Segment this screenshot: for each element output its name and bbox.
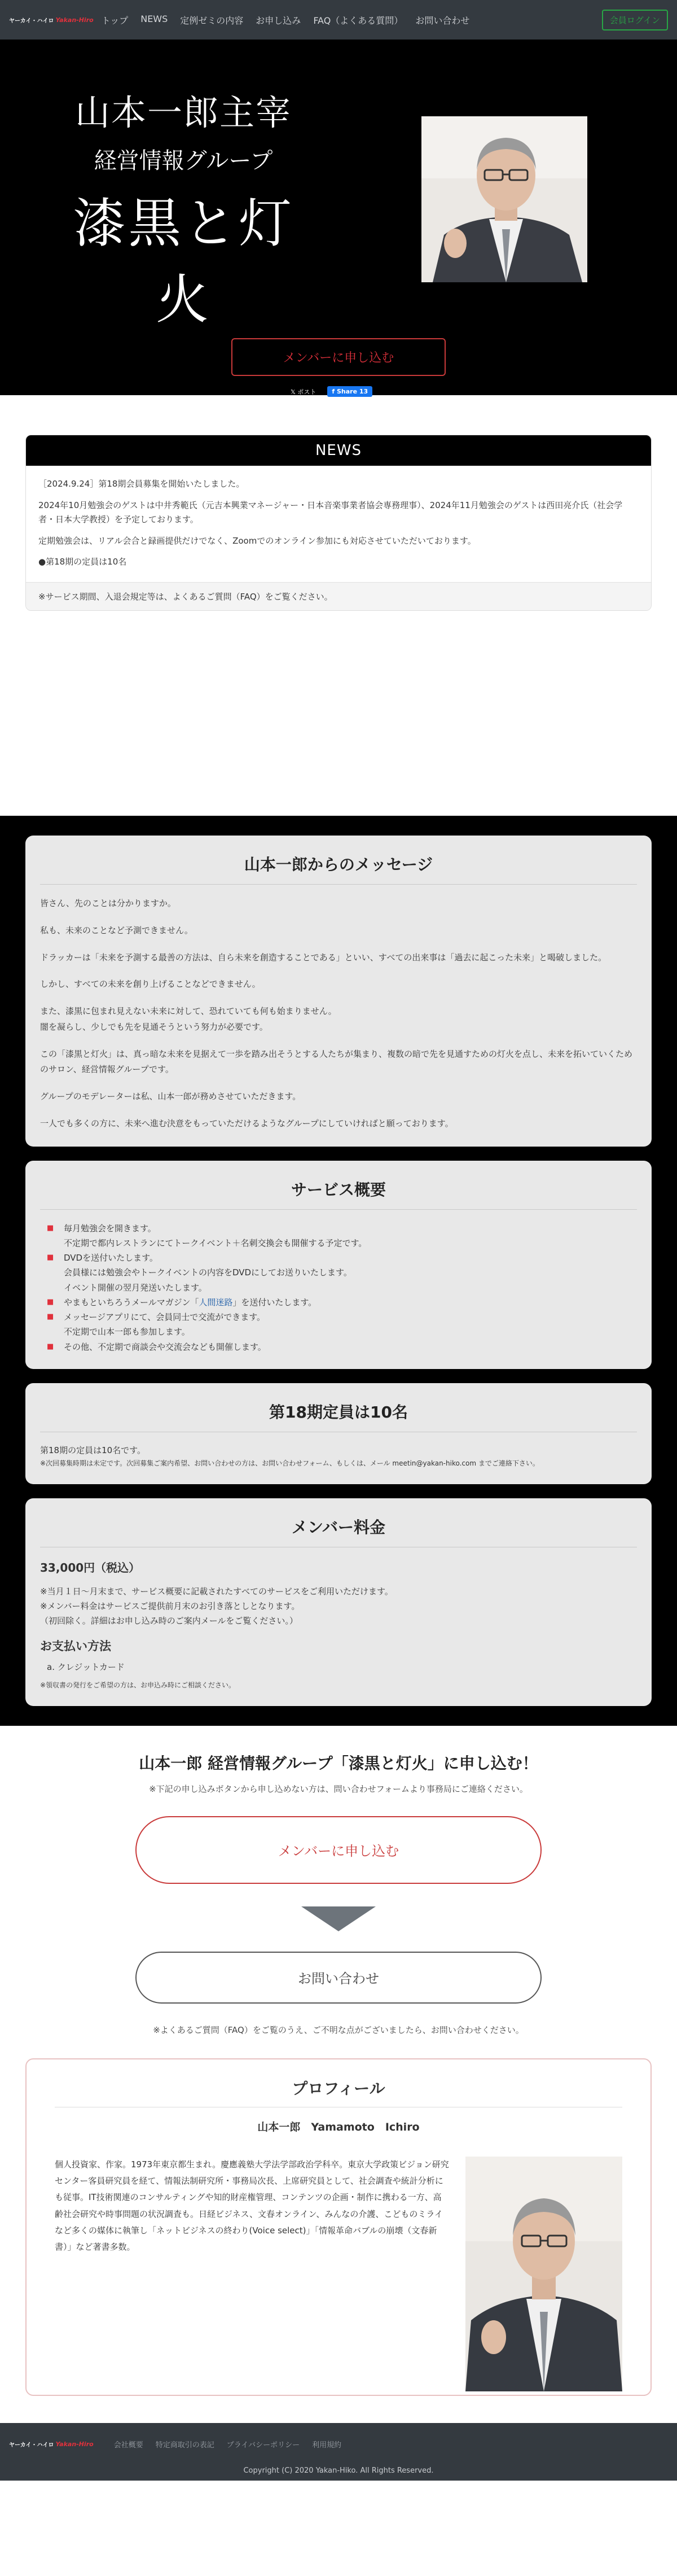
nav-links: [102, 14, 470, 27]
hero-organizer: 山本一郎主宰: [74, 92, 292, 133]
profile-title: プロフィール: [55, 2076, 622, 2107]
capacity-card: [25, 1383, 652, 1484]
hero-section: [0, 40, 677, 395]
footer-link-legal[interactable]: 特定商取引の表記: [155, 2441, 214, 2450]
hero-group-name: 漆黒と灯火: [72, 193, 294, 331]
fee-title: メンバー料金: [40, 1515, 637, 1547]
nav-link-top[interactable]: トップ: [101, 15, 129, 26]
payment-title: お支払い方法: [40, 1639, 111, 1654]
news-item: ●第18期の定員は10名: [38, 557, 127, 567]
service-line: イベント開催の翌月発送いたします。: [64, 1282, 207, 1293]
profile-bio: 個人投資家、作家。1973年東京都生まれ。慶應義塾大学法学部政治学科卒。東京大学政策ビジョン研究センター客員研究員を経て、情報法制研究所・事務局次長、上席研究員として、社会調査や統計分析にも従事。IT技術関連のコンサルティングや知的財産権管理、コンテンツの企画・制作に携わる一方、高齢社会研究や時事問題の状況調査も。日経ビジネス、文春オンライン、みんなの介護、こどものミライなど多くの媒体に執筆し「ネットビジネスの終わり(Voice select)」「情報革命バブルの崩壊（文春新書）」など著書多数。: [55, 2159, 449, 2253]
capacity-text: 第18期の定員は10名です。: [40, 1445, 146, 1455]
site-footer: [0, 2423, 677, 2481]
news-body: [26, 466, 651, 582]
nav-link-seminar[interactable]: 定例ゼミの内容: [180, 15, 244, 26]
apply-title: 山本一郎 経営情報グループ「漆黒と灯火」に申し込む！: [139, 1753, 538, 1773]
service-list: [40, 1221, 637, 1354]
message-paragraph: しかし、すべての未来を創り上げることなどできません。: [40, 979, 261, 990]
logo-brand: Yakan-Hiro: [55, 16, 94, 24]
fee-note: ※メンバー料金はサービスご提供前月末のお引き落としとなります。: [40, 1600, 300, 1611]
list-item: [47, 1310, 637, 1340]
footer-link-terms[interactable]: 利用規約: [312, 2441, 342, 2450]
fee-note: （初回除く。詳細はお申し込み時のご案内メールをご覧ください。）: [40, 1616, 298, 1626]
bullet-icon: ■: [47, 1253, 54, 1262]
profile-portrait-photo: [465, 2157, 622, 2391]
hero-portrait-photo: [421, 116, 587, 282]
list-item: [47, 1221, 637, 1251]
copyright: Copyright (C) 2020 Yakan-Hiko. All Rights Reserved.: [243, 2466, 434, 2475]
profile-card: [25, 2058, 652, 2396]
news-card: [25, 435, 652, 611]
news-section: [0, 395, 677, 816]
logo-brand: Yakan-Hiro: [55, 2440, 94, 2448]
capacity-note: ※次回募集時期は未定です。次回募集ご案内希望、お問い合わせの方は、お問い合わせフォーム、もしくは、メール meetin@yakan-hiko.com までご連絡下さい。: [40, 1459, 539, 1468]
news-item: ［2024.9.24］第18期会員募集を開始いたしました。: [38, 479, 245, 489]
news-header: NEWS: [26, 435, 651, 466]
fee-card: [25, 1498, 652, 1706]
footer-link-company[interactable]: 会社概要: [113, 2441, 143, 2450]
nav-link-apply[interactable]: お申し込み: [256, 15, 301, 26]
contact-button[interactable]: お問い合わせ: [135, 1952, 542, 2004]
message-paragraph: この「漆黒と灯火」は、真っ暗な未来を見据えて一歩を踏み出そうとする人たちが集まり、複数の暗で先を見通すための灯火を点し、未来を拓いていくためのサロン、経営情報グループです。: [40, 1048, 633, 1075]
service-line: やまもといちろうメールマガジン「: [64, 1297, 199, 1307]
top-navbar: [0, 0, 677, 40]
apply-note: ※下記の申し込みボタンから申し込めない方は、問い合わせフォームより事務局にご連絡ください。: [149, 1783, 528, 1794]
message-paragraph: ドラッカーは「未来を予測する最善の方法は、自ら未来を創造することである」といい、すべての出来事は「過去に起こった未来」と喝破しました。: [40, 952, 607, 963]
hero-title-block: [51, 85, 316, 333]
bullet-icon: ■: [47, 1297, 54, 1306]
service-line: 毎月勉強会を開きます。: [64, 1223, 156, 1234]
news-item: 2024年10月勉強会のゲストは中井秀範氏（元吉本興業マネージャー・日本音楽事業者協会専務理事）、2024年11月勉強会のゲストは西田亮介氏（社会学者・日本大学教授）を予定しております。: [38, 500, 623, 524]
fee-price: 33,000円（税込）: [40, 1560, 140, 1575]
service-line: 不定期で山本一郎も参加します。: [64, 1327, 190, 1337]
message-paragraph: また、漆黒に包まれ見えない未来に対して、恐れていても何も始まりません。 闇を凝らし、少しでも先を見通そうという努力が必要です。: [40, 1006, 337, 1032]
info-section: [0, 816, 677, 1726]
apply-member-button[interactable]: メンバーに申し込む: [135, 1816, 542, 1884]
service-title: サービス概要: [40, 1178, 637, 1210]
profile-row: [55, 2157, 622, 2391]
capacity-title: 第18期定員は10名: [40, 1400, 637, 1432]
member-login-button[interactable]: 会員ログイン: [602, 10, 668, 30]
logo-text: ヤーカイ・ハイロ: [9, 18, 54, 24]
message-paragraph: 皆さん、先のことは分かりますか。: [40, 898, 176, 908]
nav-link-news[interactable]: NEWS: [140, 13, 168, 24]
bullet-icon: ■: [47, 1342, 54, 1351]
nav-link-contact[interactable]: お問い合わせ: [415, 15, 470, 26]
nav-link-faq[interactable]: FAQ（よくある質問）: [313, 15, 403, 26]
footer-links: [9, 2439, 668, 2450]
bullet-icon: ■: [47, 1313, 54, 1321]
service-line: DVDを送付いたします。: [64, 1253, 158, 1263]
news-item: 定期勉強会は、リアル会合と録画提供だけでなく、Zoomでのオンライン参加にも対応させていただいております。: [38, 535, 476, 546]
hero-apply-button[interactable]: メンバーに申し込む: [231, 338, 446, 376]
payment-method: a. クレジットカード: [47, 1662, 125, 1673]
service-line: その他、不定期で商談会や交流会なども開催します。: [64, 1341, 266, 1352]
faq-note: ※よくあるご質問（FAQ）をご覧のうえ、ご不明な点がございましたら、お問い合わせください。: [153, 2024, 524, 2035]
list-item: [47, 1250, 637, 1295]
service-line: 」を送付いたします。: [232, 1297, 317, 1307]
mail-magazine-link[interactable]: 人間迷路: [199, 1297, 233, 1307]
site-logo[interactable]: [9, 16, 94, 24]
logo-text: ヤーカイ・ハイロ: [9, 2442, 54, 2448]
list-item: [47, 1295, 637, 1310]
share-buttons: [291, 386, 372, 397]
message-paragraph: 一人でも多くの方に、未来へ進む決意をもっていただけるようなグループにしていければと願っております。: [40, 1118, 454, 1129]
message-paragraph: 私も、未来のことなど予測できません。: [40, 925, 193, 935]
arrow-down-icon: [301, 1906, 376, 1931]
hero-subtitle: 経営情報グループ: [94, 148, 273, 174]
payment-note: ※領収書の発行をご希望の方は、お申込み時にご相談ください。: [40, 1681, 236, 1690]
service-line: メッセージアプリにて、会員同士で交流ができます。: [64, 1312, 266, 1322]
bullet-icon: ■: [47, 1223, 54, 1232]
x-post-button[interactable]: 𝕏 ポスト: [291, 388, 316, 396]
list-item: [47, 1340, 637, 1354]
message-paragraph: グループのモデレーターは私、山本一郎が務めさせていただきます。: [40, 1091, 301, 1101]
fee-note: ※当月１日～月末まで、サービス概要に記載されたすべてのサービスをご利用いただけます。: [40, 1586, 393, 1597]
facebook-share-button[interactable]: f Share 13: [327, 386, 372, 397]
service-card: [25, 1161, 652, 1369]
message-card: [25, 836, 652, 1147]
apply-section: [0, 1726, 677, 2036]
footer-link-privacy[interactable]: プライバシーポリシー: [226, 2441, 300, 2450]
service-line: 不定期で都内レストランにてトークイベント＋名刺交換会も開催する予定です。: [64, 1237, 367, 1248]
message-title: 山本一郎からのメッセージ: [40, 852, 637, 885]
profile-name: 山本一郎 Yamamoto Ichiro: [257, 2120, 420, 2133]
footer-logo[interactable]: [9, 2440, 94, 2448]
service-line: 会員様には勉強会やトークイベントの内容をDVDにしてお送りいたします。: [64, 1267, 352, 1278]
fee-notes: [40, 1584, 637, 1629]
news-footer-note: ※サービス期間、入退会規定等は、よくあるご質問（FAQ）をご覧ください。: [26, 582, 651, 610]
